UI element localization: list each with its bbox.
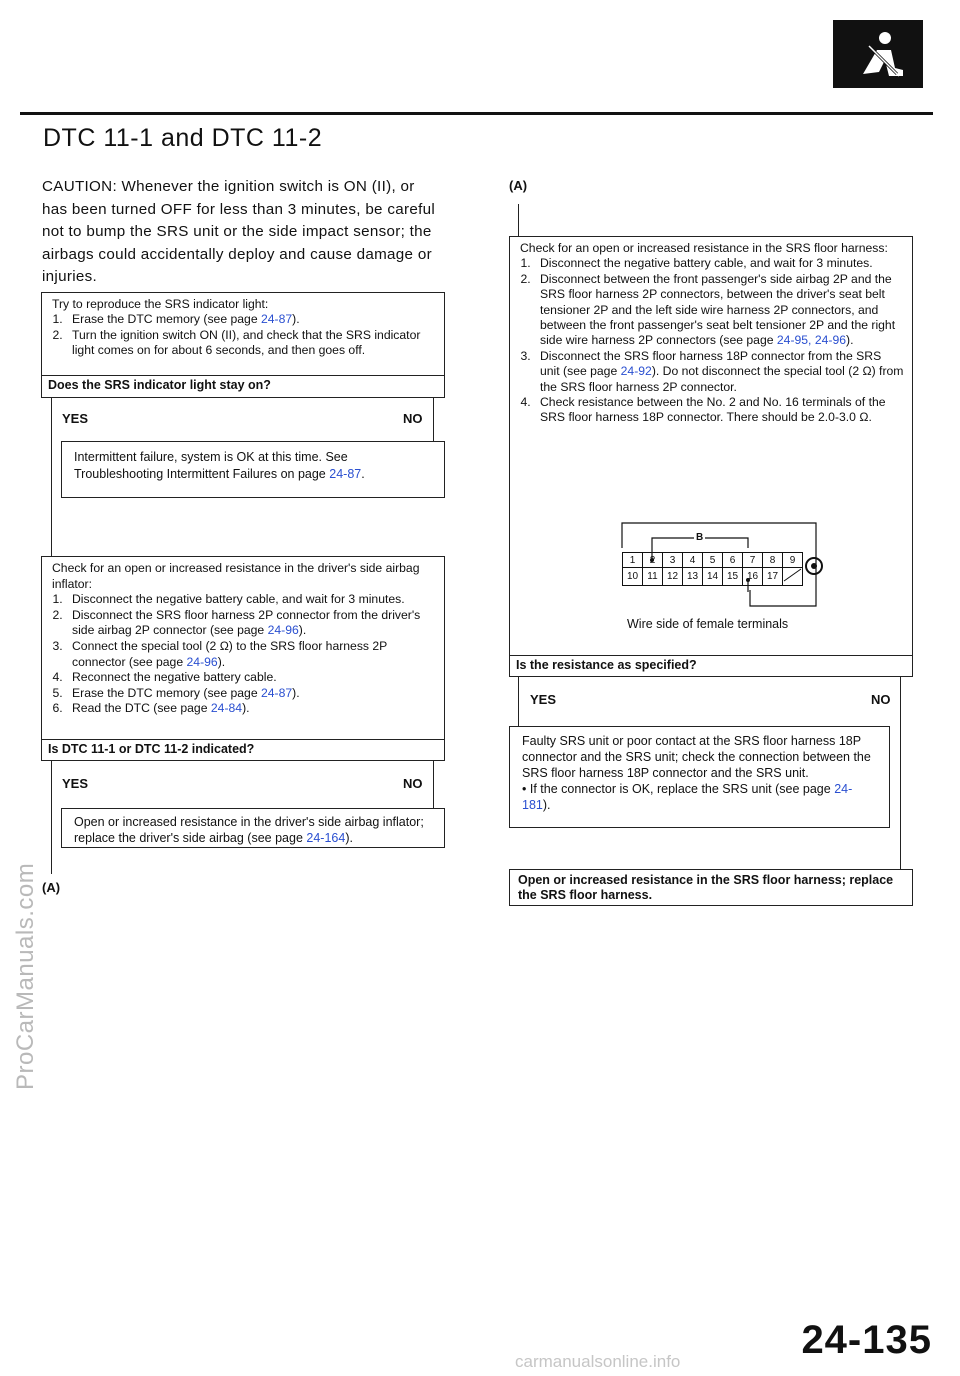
connector-label-a: (A) <box>42 880 61 895</box>
box-intro: Try to reproduce the SRS indicator light: <box>52 297 269 311</box>
no-label: NO <box>403 776 423 791</box>
page-link[interactable]: 24-95, 24-96 <box>776 333 847 348</box>
step: 2. Disconnect between the front passenger's side airbag 2P and the SRS floor harness 2P connectors, between the driver's seat belt tensioner 2P and the left side wire harness 2P connectors, and between the front passenger's seat belt tensioner 2P and the right side wire harness 2P connectors (see page 24-95, 24-96). <box>534 272 904 349</box>
connector-label-a: (A) <box>509 178 528 193</box>
page-link[interactable]: 24-87 <box>329 467 362 481</box>
pin: 10 <box>623 568 643 586</box>
pin-row <box>623 553 803 568</box>
page-link[interactable]: 24-96 <box>267 623 299 638</box>
box-intro: Check for an open or increased resistance in the driver's side airbag inflator: <box>52 561 420 591</box>
page-link[interactable]: 24-84 <box>210 701 243 716</box>
inflator-check-box <box>41 556 445 740</box>
no-label: NO <box>403 411 423 426</box>
yes-label: YES <box>530 692 557 707</box>
pin: 5 <box>703 553 723 568</box>
bottom-watermark: carmanualsonline.info <box>515 1352 681 1371</box>
pin: 6 <box>723 553 743 568</box>
question-1: Does the SRS indicator light stay on? <box>41 376 445 398</box>
connector-pin-grid <box>622 552 803 586</box>
page-link[interactable]: 24-92 <box>620 364 652 379</box>
step: 5. Erase the DTC memory (see page 24-87). <box>66 686 436 702</box>
pin: 17 <box>763 568 783 586</box>
step: 3. Connect the special tool (2 Ω) to the SRS floor harness 2P connector (see page 24-96). <box>66 639 436 670</box>
pin: 13 <box>683 568 703 586</box>
flow-line <box>518 676 519 726</box>
page-number: 24-135 <box>801 1318 932 1362</box>
no-label: NO <box>871 692 891 707</box>
step: 4. Check resistance between the No. 2 and No. 16 terminals of the SRS floor harness 18P connector. There should be 2.0-3.0 Ω. <box>534 395 904 426</box>
page-link[interactable]: 24-164 <box>306 831 346 845</box>
pin: 14 <box>703 568 723 586</box>
step: 6. Read the DTC (see page 24-84). <box>66 701 436 717</box>
faulty-bullet: • If the connector is OK, replace the SRS unit (see page 24-181). <box>522 782 853 812</box>
pin: 2 <box>643 553 663 568</box>
faulty-unit-box <box>509 726 890 828</box>
page-link[interactable]: 24-87 <box>260 685 293 700</box>
connector-diagram <box>614 520 824 610</box>
box-intro: Check for an open or increased resistance in the SRS floor harness: <box>520 241 888 255</box>
lock-tab-icon <box>804 556 824 576</box>
pin: 7 <box>743 553 763 568</box>
inflator-result-box: Open or increased resistance in the driver's side airbag inflator; replace the driver's side airbag (see page 24-164). <box>61 808 445 848</box>
seatbelt-srs-icon <box>833 20 923 88</box>
step: 4. Reconnect the negative battery cable. <box>66 670 436 686</box>
connector-b-label: B <box>696 532 704 543</box>
final-result-box: Open or increased resistance in the SRS floor harness; replace the SRS floor harness. <box>509 869 913 906</box>
intermittent-box: Intermittent failure, system is OK at this time. See Troubleshooting Intermittent Failures on page 24-87. <box>61 441 445 498</box>
pin: 15 <box>723 568 743 586</box>
pin-row <box>623 568 803 586</box>
pin: 11 <box>643 568 663 586</box>
step: 2. Disconnect the SRS floor harness 2P connector from the driver's side airbag 2P connector (see page 24-96). <box>66 608 436 639</box>
pin: 8 <box>763 553 783 568</box>
header-rule <box>20 112 933 115</box>
pin: 12 <box>663 568 683 586</box>
pin: 9 <box>783 553 803 568</box>
step: 2. Turn the ignition switch ON (II), and check that the SRS indicator light comes on for about 6 seconds, and then goes off. <box>66 328 436 359</box>
page-title: DTC 11-1 and DTC 11-2 <box>43 124 323 152</box>
caution-text: CAUTION: Whenever the ignition switch is ON (II), or has been turned OFF for less than 3 minutes, be careful not to bump the SRS unit or the side impact sensor; the airbags could accidentally deploy and cause damage or injuries. <box>42 178 436 285</box>
yes-label: YES <box>62 776 89 791</box>
question-2: Is DTC 11-1 or DTC 11-2 indicated? <box>41 740 445 761</box>
question-3: Is the resistance as specified? <box>509 656 913 677</box>
page-link[interactable]: 24-181 <box>522 782 853 812</box>
flow-line <box>433 760 434 808</box>
pin: 1 <box>623 553 643 568</box>
page-link[interactable]: 24-87 <box>260 312 293 327</box>
step: 1. Erase the DTC memory (see page 24-87). <box>66 312 436 327</box>
flow-line <box>433 397 434 441</box>
page-link[interactable]: 24-96 <box>186 654 218 669</box>
reproduce-box <box>41 292 445 376</box>
flow-line <box>900 676 901 870</box>
side-watermark: ProCarManuals.com <box>12 862 39 1090</box>
step: 1. Disconnect the negative battery cable, and wait for 3 minutes. <box>534 256 904 271</box>
step: 3. Disconnect the SRS floor harness 18P connector from the SRS unit (see page 24-92). Do not disconnect the special tool (2 Ω) from the SRS floor harness 2P connector. <box>534 349 904 395</box>
connector-caption: Wire side of female terminals <box>627 617 789 631</box>
step: 1. Disconnect the negative battery cable, and wait for 3 minutes. <box>66 592 436 608</box>
pin: 16 <box>743 568 763 586</box>
pin-blank <box>783 568 803 586</box>
faulty-text: Faulty SRS unit or poor contact at the SRS floor harness 18P connector and the SRS unit; check the connection between the SRS floor harness 18P connector and the SRS unit. <box>522 734 871 780</box>
yes-label: YES <box>62 411 89 426</box>
pin: 4 <box>683 553 703 568</box>
flow-line <box>518 204 519 238</box>
pin: 3 <box>663 553 683 568</box>
srs-logo <box>833 20 923 88</box>
